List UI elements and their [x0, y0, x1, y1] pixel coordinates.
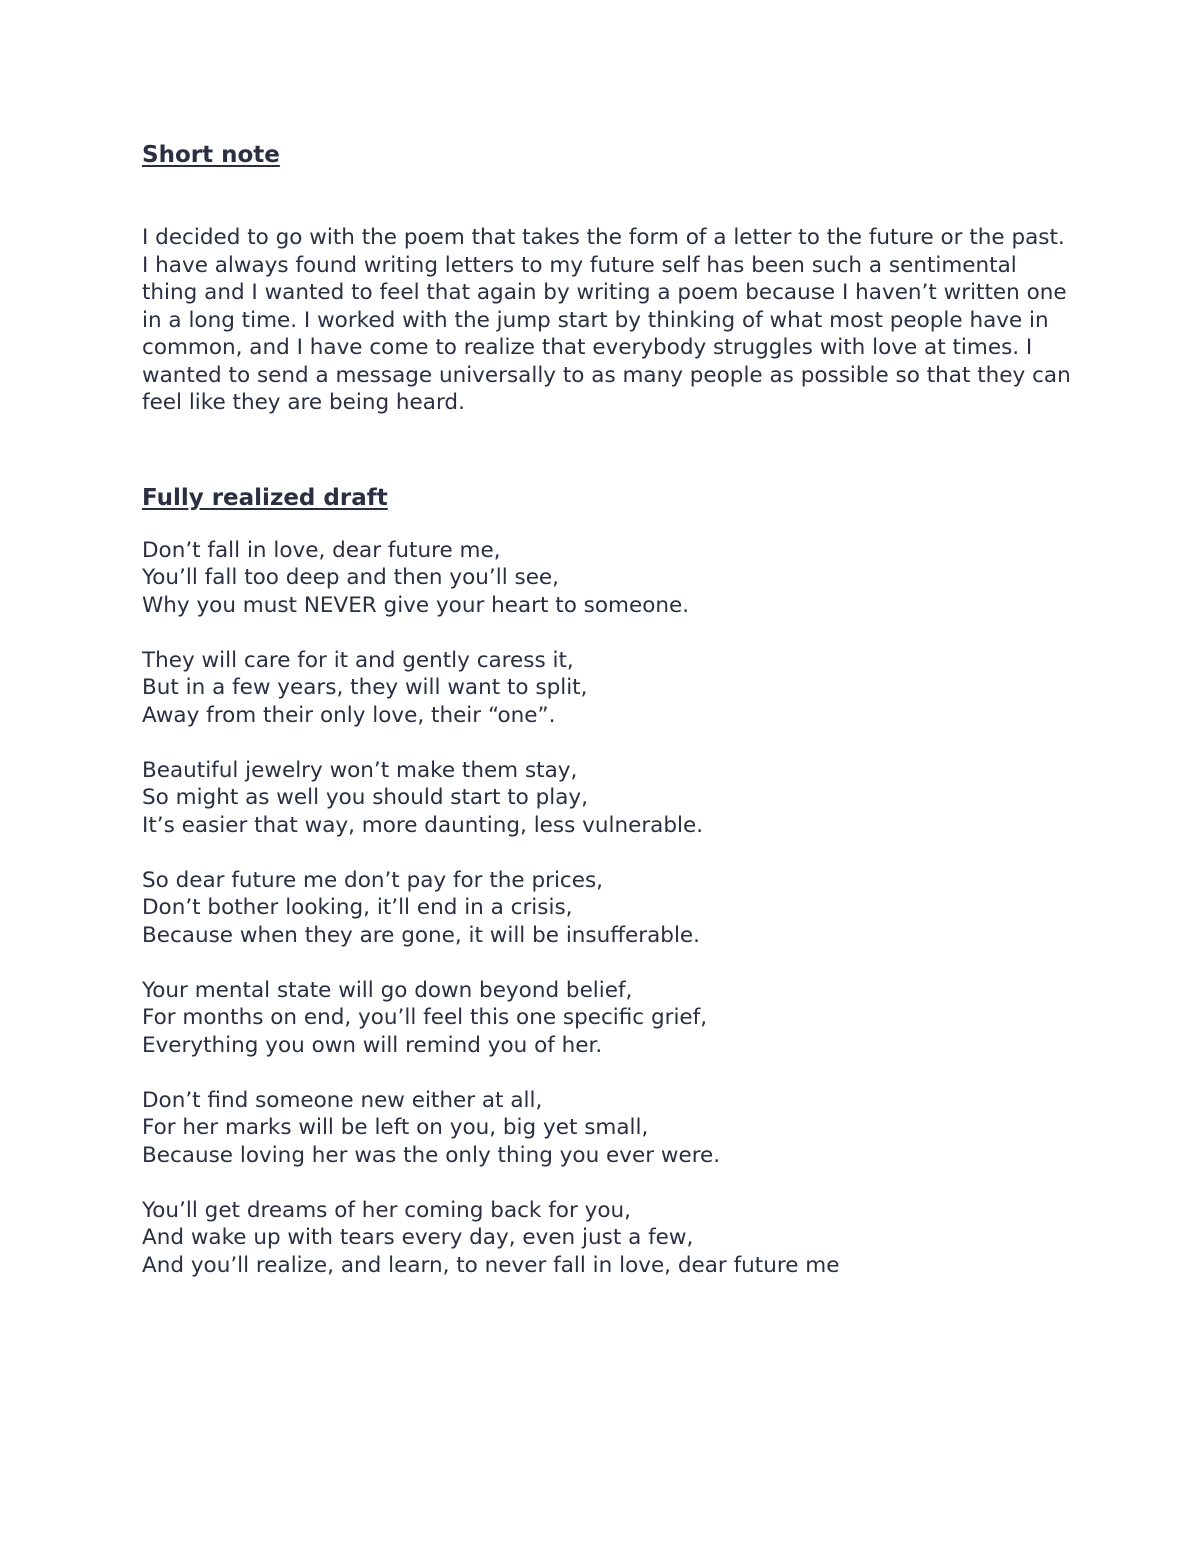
poem-line: Your mental state will go down beyond belief,	[142, 977, 633, 1003]
poem-line: Everything you own will remind you of her.	[142, 1032, 603, 1058]
document-page	[142, 140, 1142, 1307]
short-note-body: I decided to go with the poem that takes the form of a letter to the future or the past. I have always found writing letters to my future self has been such a sentimental thing and I wanted to feel that again by writing a poem because I haven’t written one in a long time. I worked with the jump start by thinking of what most people have in common, and I have come to realize that everybody struggles with love at times. I wanted to send a message universally to as many people as possible so that they can feel like they are being heard.	[142, 225, 1071, 415]
poem-line: Because when they are gone, it will be insufferable.	[142, 922, 700, 948]
poem-line: You’ll fall too deep and then you’ll see,	[142, 565, 559, 590]
poem-stanza	[142, 867, 1142, 950]
poem-line: It’s easier that way, more daunting, less vulnerable.	[142, 812, 704, 838]
poem-line: They will care for it and gently caress it,	[142, 647, 574, 673]
poem-line: Why you must NEVER give your heart to someone.	[142, 592, 690, 618]
poem-stanza	[142, 977, 1142, 1060]
poem-line: And wake up with tears every day, even just a few,	[142, 1225, 694, 1250]
poem-stanza	[142, 757, 1142, 840]
draft-heading: Fully realized draft	[142, 484, 388, 511]
poem-line: So might as well you should start to play,	[142, 785, 588, 810]
poem-line: For months on end, you’ll feel this one specific grief,	[142, 1005, 708, 1030]
poem-line: Beautiful jewelry won’t make them stay,	[142, 757, 578, 783]
poem-line: Away from their only love, their “one”.	[142, 702, 556, 728]
poem-line: Because loving her was the only thing you ever were.	[142, 1142, 721, 1168]
poem-stanza	[142, 647, 1142, 730]
poem-stanza	[142, 537, 1142, 620]
poem-stanza	[142, 1087, 1142, 1170]
poem	[142, 537, 1142, 1280]
poem-line: Don’t find someone new either at all,	[142, 1087, 543, 1113]
poem-line: You’ll get dreams of her coming back for you,	[142, 1197, 631, 1223]
poem-line: For her marks will be left on you, big yet small,	[142, 1115, 649, 1140]
poem-line: Don’t fall in love, dear future me,	[142, 537, 501, 563]
poem-line: So dear future me don’t pay for the prices,	[142, 867, 604, 893]
poem-stanza	[142, 1197, 1142, 1280]
poem-line: Don’t bother looking, it’ll end in a crisis,	[142, 895, 573, 920]
poem-line: And you’ll realize, and learn, to never fall in love, dear future me	[142, 1252, 840, 1278]
poem-line: But in a few years, they will want to split,	[142, 675, 588, 700]
short-note-heading: Short note	[142, 142, 280, 168]
